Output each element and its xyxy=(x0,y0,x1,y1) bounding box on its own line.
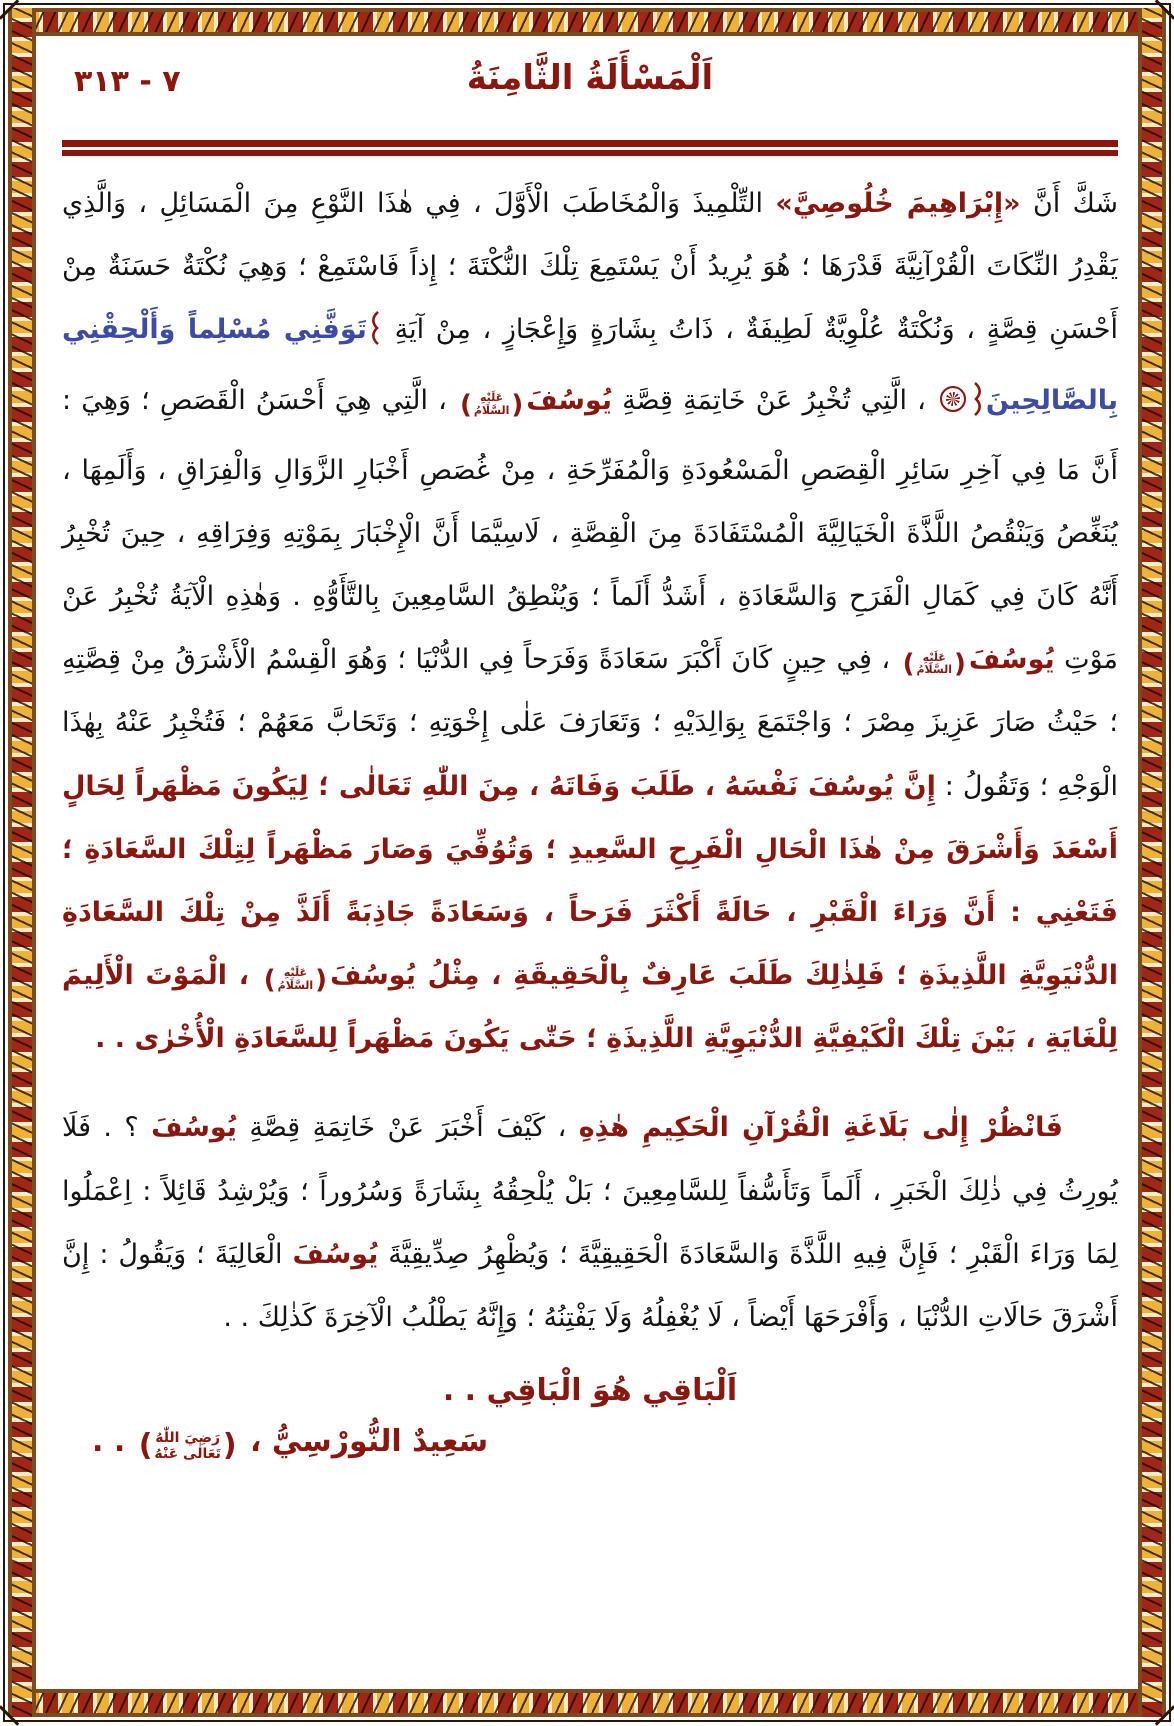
honorific-text-line: السَّلَامُ xyxy=(916,663,952,677)
page-title: اَلْمَسْأَلَةُ الثَّامِنَةُ xyxy=(466,58,714,98)
page-number: ٧ - ٣١٣ xyxy=(74,64,181,99)
text-segment: ، الَّتِي هِيَ أَحْسَنُ الْقَصَصِ ؛ وَهِيَ : أَنَّ مَا فِي آخِرِ سَائِرِ الْقِصَصِ الْمَسْعُودَةِ وَالْمُفَرِّحَةِ ، مِنْ غُصَصِ أَخْبَارِ الزَّوَالِ وَالْفِرَاقِ ، وَأَلَمِهَا ، يُنَغِّصُ وَيَنْقُصُ اللَّذَّةَ الْخَيَالِيَّةَ الْمُسْتَفَادَةَ مِنَ الْقِصَّةِ ، لَاسِيَّمَا أَنَّ الْإِخْبَارَ بِمَوْتِهِ وَفِرَاقِهِ ، حِينَ تُخْبِرُ أَنَّهُ كَانَ فِي كَمَالِ الْفَرَحِ وَالسَّعَادَةِ ، أَشَدُّ أَلَماً ؛ وَيُنْطِقُ السَّامِعِينَ بِالتَّأَوُّهِ . وَهٰذِهِ الْآيَةُ تُخْبِرُ عَنْ مَوْتِ xyxy=(62,384,1118,676)
text-segment: . . xyxy=(92,1424,136,1460)
text-segment: سَعِيدٌ النُّورْسِيُّ ، xyxy=(239,1424,489,1460)
honorific-text-line: تَعَالٰى عَنْهُ xyxy=(154,1446,221,1463)
honorific-text xyxy=(154,1430,220,1462)
text-segment: إِنَّ يُوسُفَ نَفْسَهُ ، طَلَبَ وَفَاتَهُ ، مِنَ اللّٰهِ تَعَالٰى ؛ لِيَكُونَ مَظْهَراً لِحَالٍ أَسْعَدَ وَأَشْرَقَ مِنْ هٰذَا الْحَالِ الْفَرِحِ السَّعِيدِ ؛ وَتُوُفِّيَ وَصَارَ مَظْهَراً لِتِلْكَ السَّعَادَةِ ؛ فَتَعْنِي : أَنَّ وَرَاءَ الْقَبْرِ ، حَالَةً أَكْثَرَ فَرَحاً ، وَسَعَادَةً جَاذِبَةً أَلَذَّ مِنْ تِلْكَ السَّعَادَةِ الدُّنْيَوِيَّةِ اللَّذِيذَةِ ؛ فَلِذٰلِكَ طَلَبَ عَارِفٌ بِالْحَقِيقَةِ ، مِثْلُ يُوسُفَ xyxy=(62,770,1118,992)
open-paren: ( xyxy=(954,649,966,680)
verse-end-rosette-icon xyxy=(940,386,966,412)
text-segment: فَانْظُرْ إِلٰى بَلَاغَةِ الْقُرْآنِ الْحَكِيمِ هٰذِهِ xyxy=(578,1112,1063,1144)
honorific-text xyxy=(474,392,510,417)
frame-border-bottom xyxy=(8,1689,1166,1717)
text-segment: ، كَيْفَ أَخْبَرَ عَنْ خَاتِمَةِ قِصَّةِ xyxy=(236,1112,579,1144)
close-paren: ) xyxy=(138,1428,153,1464)
honorific-text-line: عَلَيْهِ xyxy=(480,390,504,404)
honorific-text-line: عَلَيْهِ xyxy=(283,966,307,980)
honorific-seal xyxy=(263,965,328,996)
honorific-text xyxy=(278,967,314,992)
honorific-text-line: عَلَيْهِ xyxy=(922,650,946,664)
text-segment: ، الَّتِي تُخْبِرُ عَنْ خَاتِمَةِ قِصَّةِ xyxy=(612,384,936,416)
text-segment: يُوسُفَ xyxy=(526,384,613,416)
text-segment: التِّلْمِيذَ وَالْمُخَاطَبَ الْأَوَّلَ ، فِي هٰذَا النَّوْعِ مِنَ الْمَسَائِلِ ، وَالَّذِي يَقْدِرُ النِّكَاتَ الْقُرْآنِيَّةَ قَدْرَهَا ؛ هُوَ يُرِيدُ أَنْ يَسْتَمِعَ تِلْكَ النُّكْتَةَ ؛ إِذاً فَاسْتَمِعْ ؛ وَهِيَ نُكْتَةٌ حَسَنَةٌ مِنْ أَحْسَنِ قِصَّةٍ ، وَنُكْتَةٌ عُلْوِيَّةٌ لَطِيفَةٌ ، ذَاتُ بِشَارَةٍ وَإِعْجَازٍ ، مِنْ آيَةِ xyxy=(62,188,1118,346)
text-segment: ؟ . فَلَا يُورِثُ فِي ذٰلِكَ الْخَبَرِ ، أَلَماً وَتَأَسُّفاً لِلسَّامِعِينَ ؛ بَلْ يُلْحِقُهُ بِشَارَةً وَسُرُوراً ؛ وَيُرْشِدُ قَائِلاً : اِعْمَلُوا لِمَا وَرَاءَ الْقَبْرِ ؛ فَإِنَّ فِيهِ اللَّذَّةَ وَالسَّعَادَةَ الْحَقِيقِيَّةَ ؛ وَيُظْهِرُ صِدِّيقِيَّةَ xyxy=(62,1112,1119,1270)
text-segment: ، الْمَوْتَ الْأَلِيمَ لِلْغَايَةِ ، بَيْنَ تِلْكَ الْكَيْفِيَّةِ الدُّنْيَوِيَّةِ اللَّذِيذَةِ ؛ حَتّٰى يَكُونَ مَظْهَراً لِلسَّعَادَةِ الْأُخْرٰى . . xyxy=(62,960,1118,1055)
page-content xyxy=(62,40,1118,1685)
closing-line: اَلْبَاقِي هُوَ الْبَاقِي . . xyxy=(442,1373,738,1409)
open-paren: ( xyxy=(222,1428,237,1464)
text-segment: تَوَفَّنِي مُسْلِماً وَأَلْحِقْنِي بِالصَّالِحِينَ xyxy=(62,314,1118,416)
text-segment: الْعَالِيَةَ ؛ وَيَقُولُ : إِنَّ أَشْرَقَ حَالَاتِ الدُّنْيَا ، وَأَفْرَحَهَا أَيْضاً ، لَا يُغْفِلُهُ وَلَا يَفْتِنُهُ ؛ وَإِنَّهُ يَطْلُبُ الْآخِرَةَ كَذٰلِكَ . . xyxy=(62,1238,1118,1333)
honorific-text-line: السَّلَامُ xyxy=(277,979,314,993)
text-segment: يُوسُفَ xyxy=(292,1238,379,1270)
page-header xyxy=(62,40,1118,140)
body-paragraph-2 xyxy=(62,1096,1118,1349)
honorific-text-line: رَضِيَ اللّٰهُ xyxy=(155,1430,221,1446)
text-segment: يُوسُفَ xyxy=(968,644,1055,676)
header-divider-thin xyxy=(62,150,1118,156)
text-segment: يُوسُفَ xyxy=(151,1112,237,1144)
open-paren: ( xyxy=(315,965,328,996)
verse-bracket-icon xyxy=(972,376,984,439)
close-paren: ) xyxy=(459,389,472,420)
honorific-seal xyxy=(902,649,966,680)
honorific-seal xyxy=(139,1430,237,1462)
text-segment: «إِبْرَاهِيمَ خُلُوصِيَّ» xyxy=(775,188,1021,219)
close-paren: ) xyxy=(263,965,276,996)
body-paragraph-1 xyxy=(62,172,1118,1070)
frame-border-left xyxy=(8,8,36,1717)
body-text xyxy=(62,172,1118,1349)
text-segment: ، فِي حِينٍ كَانَ أَكْبَرَ سَعَادَةً وَفَرَحاً فِي الدُّنْيَا ؛ وَهُوَ الْقِسْمُ الْأَشْرَقُ مِنْ قِصَّتِهِ ؛ حَيْثُ صَارَ عَزِيزَ مِصْرَ ؛ وَاجْتَمَعَ بِوَالِدَيْهِ ؛ وَتَعَارَفَ عَلٰى إِخْوَتِهِ ؛ وَتَحَابَّ مَعَهُمْ ؛ فَتُخْبِرُ عَنْهُ بِهٰذَا الْوَجْهِ ؛ وَتَقُولُ : xyxy=(62,644,1118,802)
honorific-text-line: السَّلَامُ xyxy=(473,403,510,417)
honorific-seal xyxy=(459,389,524,420)
frame-border-top xyxy=(8,8,1166,36)
honorific-text xyxy=(916,652,952,677)
frame-border-right xyxy=(1138,8,1166,1717)
verse-bracket-icon xyxy=(369,305,381,368)
header-divider-thick xyxy=(62,140,1118,147)
open-paren: ( xyxy=(511,389,524,420)
close-paren: ) xyxy=(902,649,915,680)
text-segment: شَكَّ أَنَّ xyxy=(1020,188,1118,219)
signature-line xyxy=(62,1424,1118,1462)
